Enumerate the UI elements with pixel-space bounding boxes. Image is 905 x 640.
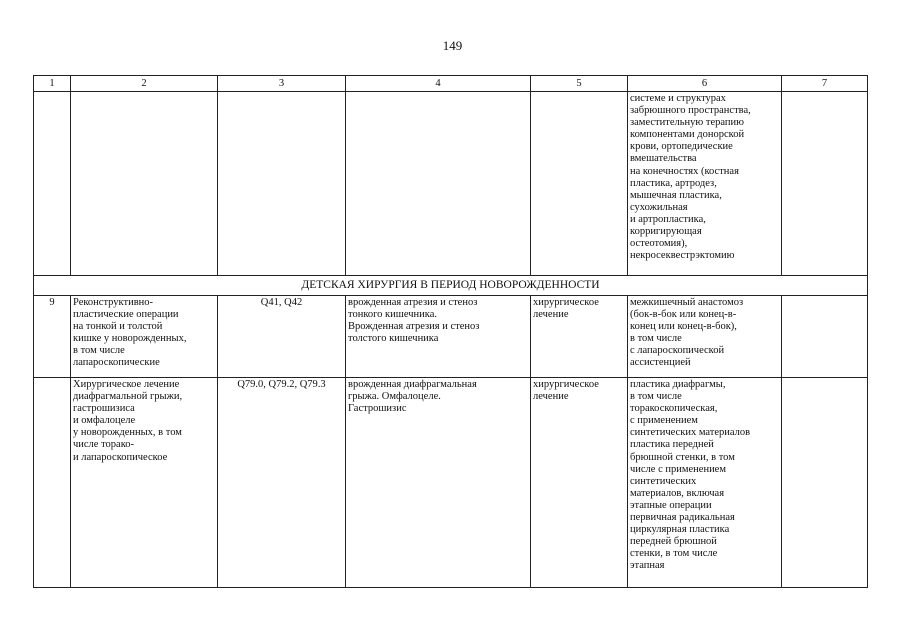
treatment-method-cell: системе и структурах забрюшного пространства, заместительную терапию компонентами донорской крови, ортопедические вмешательства на конечностях (костная пластика, артродез, мышечная пластика, сухожильная и артропластика, корригирующая остеотомия), некросеквестрэктомию bbox=[628, 92, 782, 276]
treatment-type-cell: хирургическое лечение bbox=[531, 378, 628, 588]
continuation-row bbox=[34, 92, 868, 276]
care-type-cell: Реконструктивно- пластические операции на тонкой и толстой кишке у новорожденных, в том числе лапароскопические bbox=[71, 296, 218, 378]
page-number: 149 bbox=[442, 38, 463, 53]
section-heading-row bbox=[34, 276, 868, 296]
column-number: 5 bbox=[531, 76, 628, 92]
table-cell bbox=[34, 92, 71, 276]
table-cell bbox=[782, 92, 868, 276]
treatment-method-cell: межкишечный анастомоз (бок-в-бок или конец-в- конец или конец-в-бок), в том числе с лапароскопической ассистенцией bbox=[628, 296, 782, 378]
treatment-type-cell: хирургическое лечение bbox=[531, 296, 628, 378]
medical-care-table bbox=[33, 75, 868, 588]
diagnosis-cell: врожденная диафрагмальная грыжа. Омфалоцеле. Гастрошизис bbox=[346, 378, 531, 588]
section-title: ДЕТСКАЯ ХИРУРГИЯ В ПЕРИОД НОВОРОЖДЕННОСТИ bbox=[34, 276, 868, 296]
table-cell bbox=[531, 92, 628, 276]
column-number: 3 bbox=[218, 76, 346, 92]
diagnosis-cell: врожденная атрезия и стеноз тонкого кишечника. Врожденная атрезия и стеноз толстого кишечника bbox=[346, 296, 531, 378]
column-number: 2 bbox=[71, 76, 218, 92]
column-number: 6 bbox=[628, 76, 782, 92]
table-cell bbox=[346, 92, 531, 276]
column-number: 1 bbox=[34, 76, 71, 92]
column-number: 7 bbox=[782, 76, 868, 92]
table-cell bbox=[782, 378, 868, 588]
table-row bbox=[34, 296, 868, 378]
column-number-row bbox=[34, 76, 868, 92]
icd-code-cell: Q41, Q42 bbox=[218, 296, 346, 378]
table-cell bbox=[218, 92, 346, 276]
row-number-cell: 9 bbox=[34, 296, 71, 378]
row-number-cell bbox=[34, 378, 71, 588]
treatment-method-cell: пластика диафрагмы, в том числе торакоскопическая, с применением синтетических материалов пластика передней брюшной стенки, в том числе с применением синтетических материалов, включая этапные операции первичная радикальная циркулярная пластика передней брюшной стенки, в том числе этапная bbox=[628, 378, 782, 588]
icd-code-cell: Q79.0, Q79.2, Q79.3 bbox=[218, 378, 346, 588]
column-number: 4 bbox=[346, 76, 531, 92]
table-row bbox=[34, 378, 868, 588]
table-cell bbox=[71, 92, 218, 276]
table-cell bbox=[782, 296, 868, 378]
care-type-cell: Хирургическое лечение диафрагмальной грыжи, гастрошизиса и омфалоцеле у новорожденных, в том числе торако- и лапароскопическое bbox=[71, 378, 218, 588]
